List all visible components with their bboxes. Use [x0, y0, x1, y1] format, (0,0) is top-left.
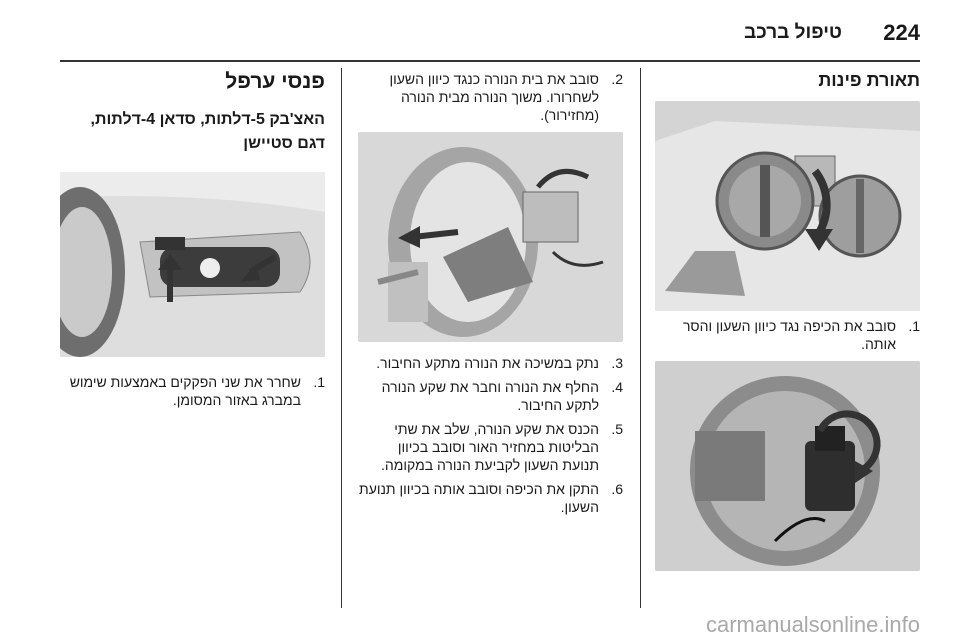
- step-item: 2. סובב את בית הנורה כנגד כיוון השעון לשחרורו. משוך הנורה מבית הנורה (מחזירור).: [389, 71, 623, 123]
- subsection-heading: דגם סטיישן: [243, 135, 325, 152]
- step-item: 1. שחרר את שני הפקקים באמצעות שימוש במברג באזור המסומן.: [69, 374, 325, 408]
- header-rule: [60, 60, 920, 62]
- column-divider: [341, 68, 342, 608]
- headlamp-cover-illustration: [655, 101, 920, 311]
- figure-bulb-removal: [358, 132, 623, 342]
- subsection-heading: האצ'בק 5-דלתות, סדאן 4-דלתות,: [90, 111, 325, 128]
- fog-light-illustration: [60, 172, 325, 357]
- bulb-holder-illustration: [655, 361, 920, 571]
- section-heading: תאורת פינות: [818, 70, 920, 90]
- figure-bulb-holder: [655, 361, 920, 571]
- figure-cover-removal: [655, 101, 920, 311]
- page-number: 224: [883, 20, 920, 45]
- column-corner-lights: [655, 70, 920, 571]
- column-fog-lights: [60, 70, 325, 409]
- step-item: 1. סובב את הכיפה נגד כיוון השעון והסר אותה.: [682, 318, 920, 352]
- figure-fog-light: [60, 172, 325, 357]
- page-title: טיפול ברכב: [744, 22, 842, 43]
- step-item: 4. החלף את הנורה וחבר את שקע הנורה לתקע החיבור.: [381, 379, 623, 413]
- bulb-removal-illustration: [358, 132, 623, 342]
- step-item: 3. נתק במשיכה את הנורה מתקע החיבור.: [376, 355, 623, 371]
- step-item: 6. התקן את הכיפה וסובב אותה בכיוון תנועת השעון.: [359, 481, 623, 515]
- section-heading: פנסי ערפל: [225, 70, 325, 93]
- page-header: [0, 18, 960, 58]
- column-bulb-replacement: [358, 70, 623, 516]
- step-item: 5. הכנס את שקע הנורה, שלב את שתי הבליטות במחזיר האור וסובב בכיוון תנועת השעון לקביעת הנורה במקומה.: [380, 421, 623, 473]
- column-divider: [640, 68, 641, 608]
- watermark: carmanualsonline.info: [705, 612, 920, 637]
